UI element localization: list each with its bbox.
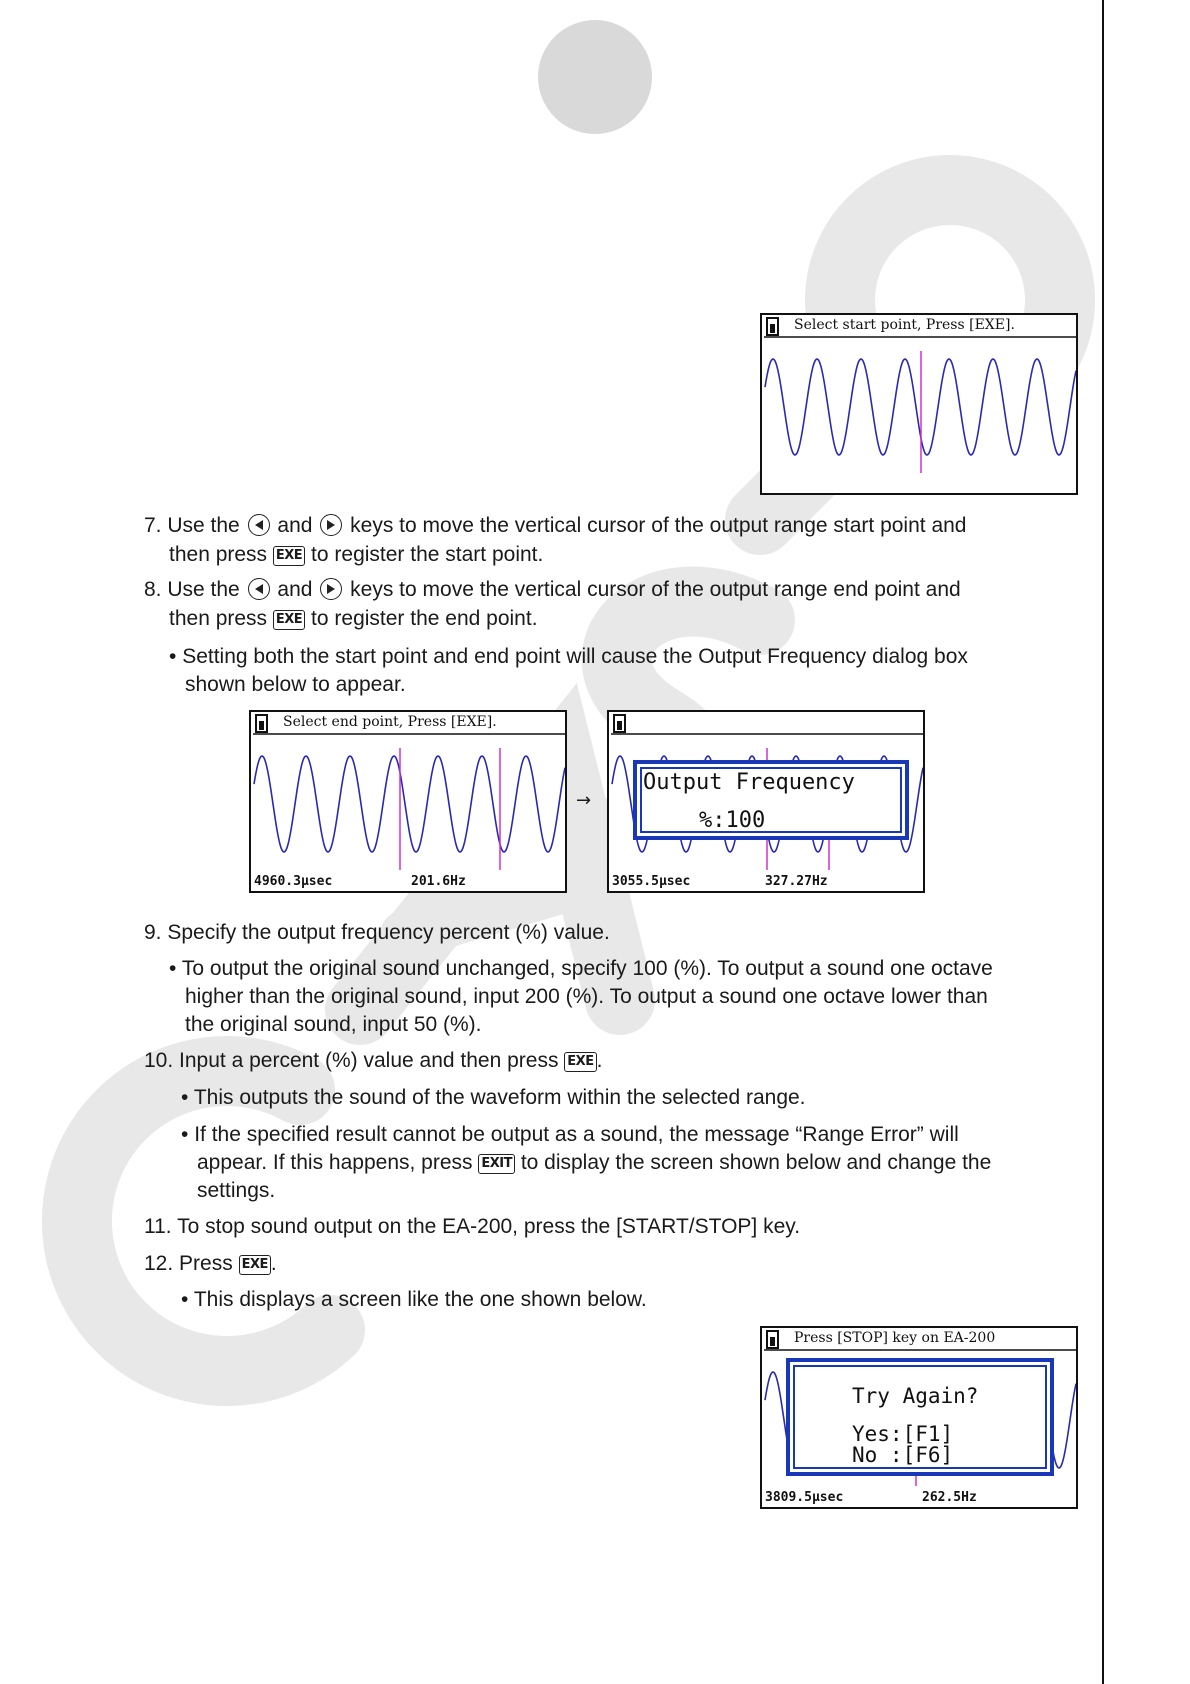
step-text: and: [277, 578, 313, 601]
bullet-icon: •: [181, 1123, 189, 1146]
screen1-graphics: [762, 315, 1078, 495]
transition-arrow: →: [576, 790, 592, 811]
bullet-9-line2: [185, 983, 988, 1011]
screen-output-frequency: [607, 710, 925, 893]
dialog-percent-value[interactable]: %:100: [699, 808, 766, 833]
exe-key-icon: EXE: [239, 1255, 271, 1275]
dialog-question: Try Again?: [852, 1384, 979, 1408]
dialog-title: Output Frequency: [643, 770, 855, 795]
step-8: [144, 576, 961, 604]
step-text: to register the start point.: [311, 543, 544, 566]
step-7: [144, 512, 967, 540]
time-readout: 3809.5μsec: [765, 1490, 844, 1505]
step-text: Press: [179, 1252, 233, 1275]
bullet-icon: •: [169, 645, 177, 668]
step-text: to register the end point.: [311, 607, 538, 630]
bullet-10b-line3: [197, 1177, 275, 1205]
screen-select-end-point: [249, 710, 567, 893]
step-7-continued: [169, 541, 543, 569]
bullet-text: shown below to appear.: [185, 673, 406, 696]
screen2-title: Select end point, Press [EXE].: [283, 714, 497, 730]
left-arrow-key-icon: [248, 578, 270, 600]
bullet-icon: •: [169, 957, 177, 980]
step-text: Use the: [167, 514, 240, 537]
frequency-readout: 201.6Hz: [411, 874, 466, 889]
bullet-text: Setting both the start point and end point will cause the Output Frequency dialog box: [182, 645, 968, 668]
step-text: then press: [169, 607, 268, 630]
step-text: keys to move the vertical cursor of the output range end point and: [350, 578, 961, 601]
step-text: To stop sound output on the EA-200, press the [START/STOP] key.: [177, 1215, 801, 1238]
step-number: 8.: [144, 578, 162, 601]
bullet-text: to display the screen shown below and change the: [520, 1151, 992, 1174]
bullet-8-continued: [185, 671, 406, 699]
exe-key-icon: EXE: [564, 1052, 596, 1072]
bullet-9: [169, 955, 993, 983]
dialog-yes-option[interactable]: Yes:[F1]: [852, 1422, 954, 1446]
step-number: 7.: [144, 514, 162, 537]
screen1-title: Select start point, Press [EXE].: [794, 317, 1015, 333]
step-text: .: [596, 1049, 603, 1072]
step-10: [144, 1047, 602, 1075]
step-text: Input a percent (%) value and then press: [179, 1049, 559, 1072]
output-frequency-dialog: [633, 760, 909, 840]
bullet-8: [169, 643, 968, 671]
exit-key-icon: EXIT: [478, 1154, 515, 1174]
bullet-9-line3: [185, 1011, 482, 1039]
exe-key-icon: EXE: [273, 546, 305, 566]
bullet-text: the original sound, input 50 (%).: [185, 1013, 482, 1036]
time-readout: 4960.3μsec: [254, 874, 333, 889]
step-text: .: [270, 1252, 277, 1275]
dialog-no-option[interactable]: No :[F6]: [852, 1443, 954, 1467]
step-text: then press: [169, 543, 268, 566]
left-arrow-key-icon: [248, 514, 270, 536]
waveform: [254, 756, 565, 852]
step-number: 12.: [144, 1252, 174, 1275]
step-11: [144, 1213, 800, 1241]
bullet-icon: •: [181, 1086, 189, 1109]
bullet-text: settings.: [197, 1179, 276, 1202]
step-text: Specify the output frequency percent (%) value.: [167, 921, 610, 944]
right-arrow-key-icon: [320, 514, 342, 536]
bullet-icon: •: [181, 1288, 189, 1311]
page-right-rule: [1102, 0, 1104, 1684]
step-text: and: [277, 514, 313, 537]
step-number: 9.: [144, 921, 162, 944]
bullet-text: To output the original sound unchanged, specify 100 (%). To output a sound one octave: [181, 957, 993, 980]
page-top-circle: [538, 20, 652, 134]
step-8-continued: [169, 605, 538, 633]
step-text: keys to move the vertical cursor of the output range start point and: [350, 514, 967, 537]
bullet-text: higher than the original sound, input 200 (%). To output a sound one octave lower than: [185, 985, 988, 1008]
screen-try-again: [760, 1326, 1078, 1509]
bullet-text: This outputs the sound of the waveform within the selected range.: [193, 1086, 806, 1109]
exe-key-icon: EXE: [273, 610, 305, 630]
bullet-10b-line2: [197, 1149, 991, 1177]
frequency-readout: 327.27Hz: [765, 874, 828, 889]
bullet-text: appear. If this happens, press: [197, 1151, 473, 1174]
screen-select-start-point: [760, 313, 1078, 495]
bullet-text: If the specified result cannot be output as a sound, the message “Range Error” will: [194, 1123, 959, 1146]
screen2-graphics: [251, 712, 567, 893]
try-again-dialog: [786, 1358, 1054, 1476]
bullet-10b: [181, 1121, 959, 1149]
frequency-readout: 262.5Hz: [922, 1490, 977, 1505]
bullet-text: This displays a screen like the one shown below.: [193, 1288, 647, 1311]
bullet-12: [181, 1286, 647, 1314]
step-text: Use the: [167, 578, 240, 601]
step-number: 10.: [144, 1049, 174, 1072]
time-readout: 3055.5μsec: [612, 874, 691, 889]
step-9: [144, 919, 610, 947]
step-12: [144, 1250, 277, 1278]
bullet-10a: [181, 1084, 806, 1112]
right-arrow-key-icon: [320, 578, 342, 600]
screen4-title: Press [STOP] key on EA-200: [794, 1330, 996, 1346]
step-number: 11.: [144, 1215, 172, 1238]
